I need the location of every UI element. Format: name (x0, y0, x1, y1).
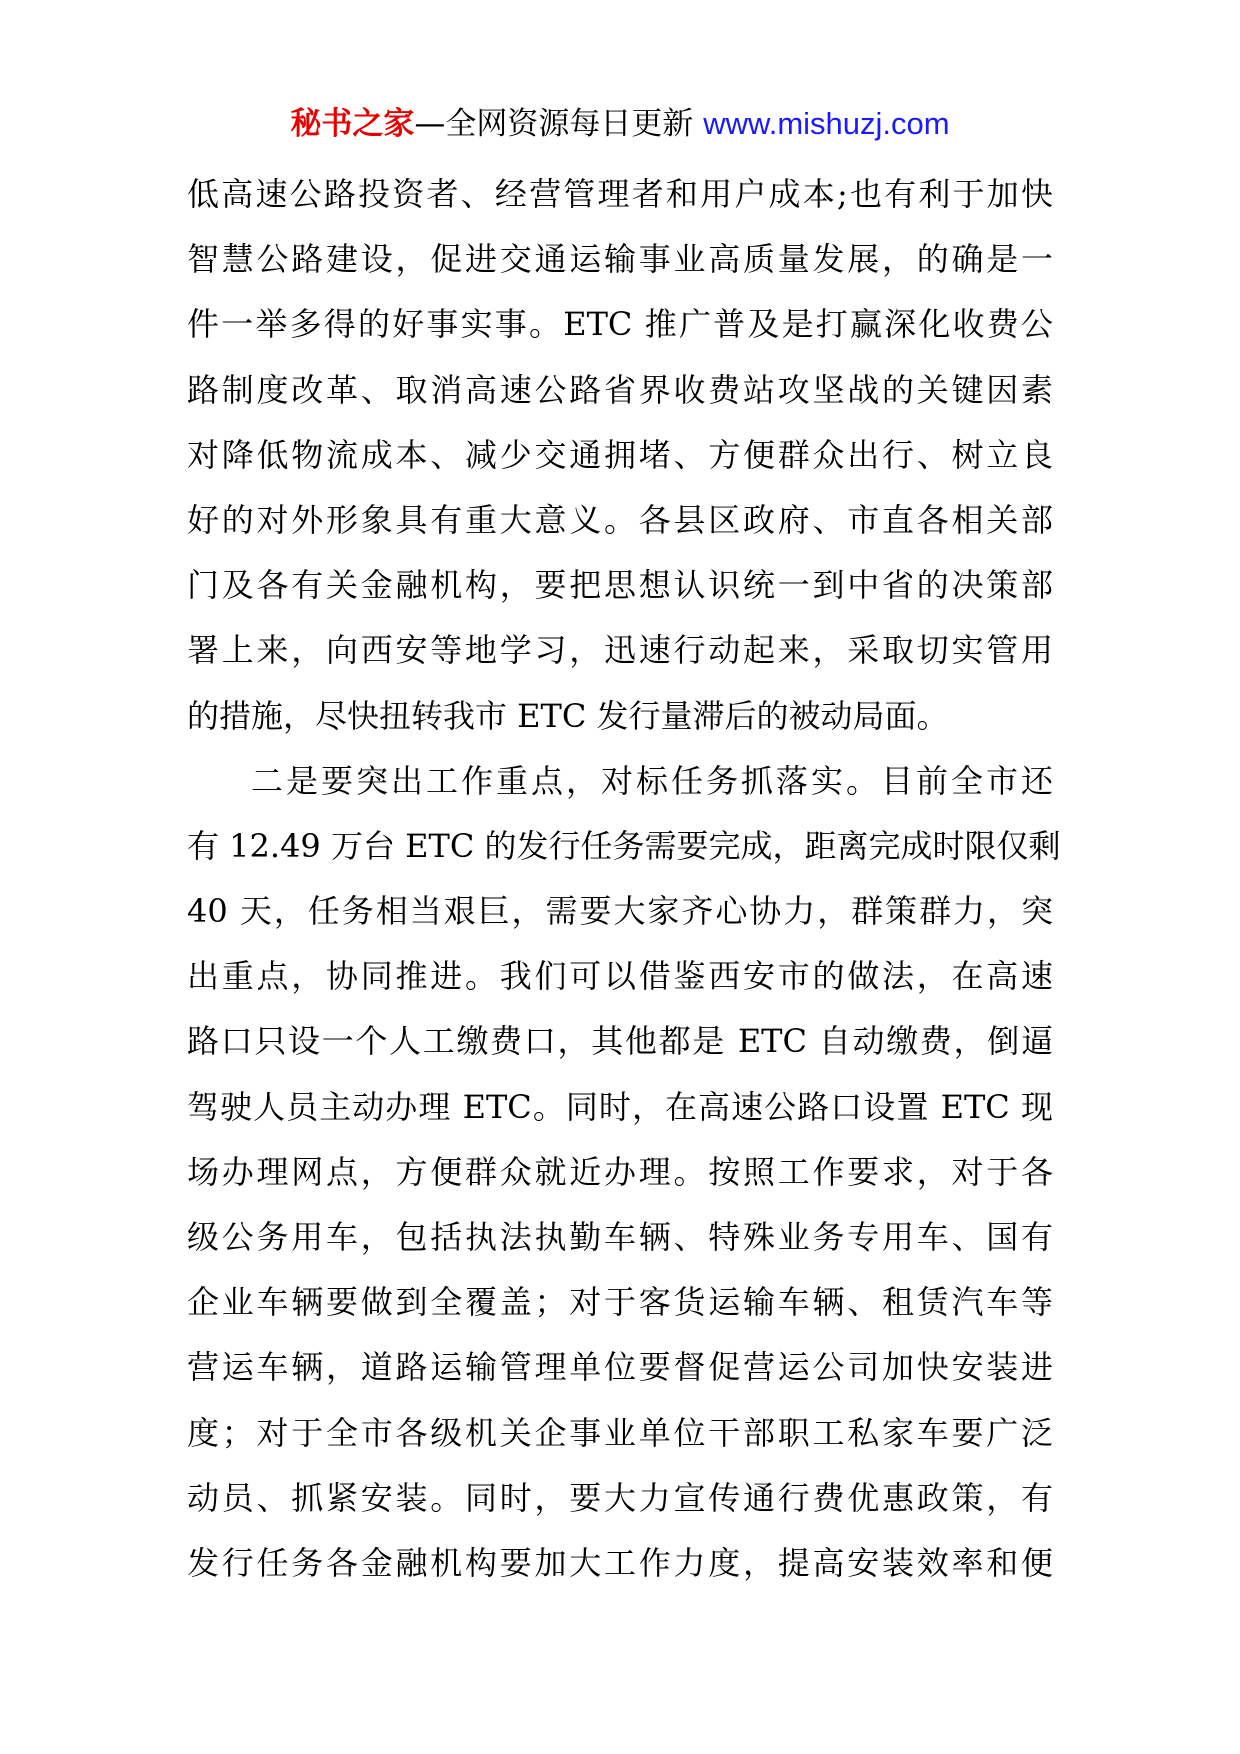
text-line: 度；对于全市各级机关企事业单位干部职工私家车要广泛 (187, 1413, 1053, 1452)
text-line: 路口只设一个人工缴费口，其他都是 ETC 自动缴费，倒逼 (187, 1022, 1053, 1061)
text-line: 有 12.49 万台 ETC 的发行任务需要完成，距离完成时限仅剩 (187, 826, 1061, 865)
text-line: 出重点，协同推进。我们可以借鉴西安市的做法，在高速 (187, 957, 1053, 996)
header-tagline: —全网资源每日更新 (414, 106, 704, 142)
text-line: 驾驶人员主动办理 ETC。同时，在高速公路口设置 ETC 现 (187, 1087, 1053, 1126)
text-line: 的措施，尽快扭转我市 ETC 发行量滞后的被动局面。 (187, 696, 949, 735)
document-body (187, 162, 1061, 1596)
text-line: 件一举多得的好事实事。ETC 推广普及是打赢深化收费公 (187, 305, 1053, 344)
text-line: 对降低物流成本、减少交通拥堵、方便群众出行、树立良 (187, 435, 1053, 474)
site-header (0, 104, 1240, 144)
brand-name: 秘书之家 (290, 106, 415, 142)
site-url-link[interactable]: www.mishuzj.com (703, 106, 950, 141)
text-line: 级公务用车，包括执法执勤车辆、特殊业务专用车、国有 (187, 1218, 1053, 1256)
paragraph-start-line: 二是要突出工作重点，对标任务抓落实。目前全市还 (251, 761, 1053, 800)
text-line: 好的对外形象具有重大意义。各县区政府、市直各相关部 (187, 500, 1053, 539)
text-line: 40 天，任务相当艰巨，需要大家齐心协力，群策群力，突 (187, 892, 1053, 931)
text-line: 场办理网点，方便群众就近办理。按照工作要求，对于各 (187, 1152, 1053, 1191)
text-line: 署上来，向西安等地学习，迅速行动起来，采取切实管用 (187, 631, 1053, 670)
text-line: 门及各有关金融机构，要把思想认识统一到中省的决策部 (187, 566, 1053, 605)
text-line: 智慧公路建设，促进交通运输事业高质量发展，的确是一 (187, 240, 1053, 279)
text-line: 动员、抓紧安装。同时，要大力宣传通行费优惠政策，有 (187, 1478, 1053, 1517)
text-line: 企业车辆要做到全覆盖；对于客货运输车辆、租赁汽车等 (187, 1283, 1053, 1322)
text-line: 发行任务各金融机构要加大工作力度，提高安装效率和便 (187, 1543, 1053, 1582)
text-line: 低高速公路投资者、经营管理者和用户成本;也有利于加快 (187, 175, 1053, 213)
text-line: 营运车辆，道路运输管理单位要督促营运公司加快安装进 (187, 1348, 1053, 1387)
text-line: 路制度改革、取消高速公路省界收费站攻坚战的关键因素 (187, 370, 1053, 409)
